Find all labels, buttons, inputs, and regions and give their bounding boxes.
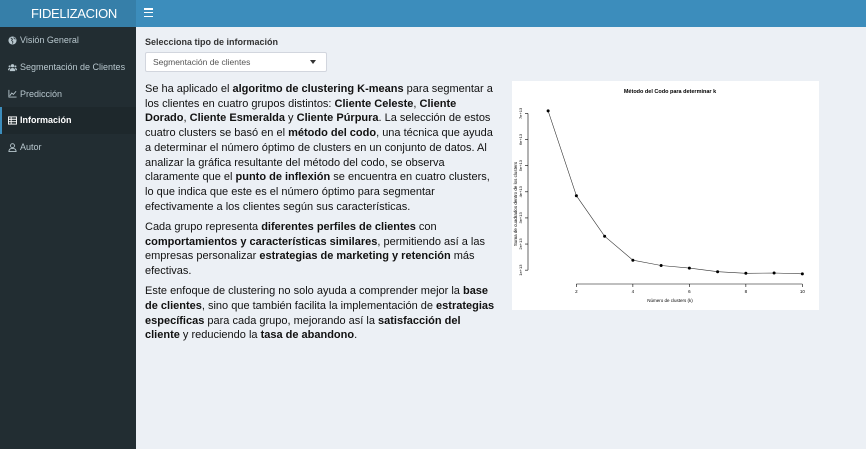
elbow-chart-svg: [512, 81, 819, 310]
sidebar-item-prediccion[interactable]: [0, 80, 136, 107]
paragraph-profiles: Cada grupo representa diferentes perfiles de clientes con comportamientos y características similares, permitiendo así a las empresas personalizar estrategias de marketing y retención más efectivas.: [145, 220, 485, 277]
x-tick-label: 8: [744, 289, 748, 294]
sidebar-item-label: Visión General: [20, 35, 79, 46]
sidebar-item-autor[interactable]: [0, 134, 136, 161]
data-point: [744, 272, 747, 275]
sidebar-item-segmentacion[interactable]: [0, 54, 136, 81]
chart-y-label: Suma de cuadrados dentro de los clusters: [513, 161, 518, 247]
data-point: [716, 270, 719, 273]
elbow-chart: [512, 81, 819, 310]
x-tick-label: 4: [631, 289, 635, 294]
sidebar-item-label: Predicción: [20, 88, 63, 99]
y-tick-label: 7e+13: [518, 107, 523, 120]
y-tick-label: 6e+13: [518, 133, 523, 146]
chart-title: Método del Codo para determinar k: [623, 89, 717, 95]
data-point: [773, 272, 776, 275]
paragraph-approach: Este enfoque de clustering no solo ayuda a comprender mejor la base de clientes, sino que también facilita la implementación de estrategias específicas para cada grupo, mejorando así la satisfacción del cliente y reduciendo la tasa de abandono.: [145, 285, 495, 342]
data-point: [547, 109, 550, 112]
data-point: [575, 194, 578, 197]
select-value: Segmentación de clientes: [153, 57, 251, 67]
sidebar-item-label: Información: [20, 115, 72, 126]
top-navbar: [136, 0, 866, 27]
series-line: [548, 111, 802, 274]
data-point: [603, 235, 606, 238]
users-icon: [7, 62, 17, 72]
sidebar-item-vision-general[interactable]: [0, 27, 136, 54]
sidebar-item-informacion[interactable]: [0, 107, 136, 134]
user-icon: [7, 142, 17, 152]
paragraph-kmeans: Se ha aplicado el algoritmo de clustering K-means para segmentar a los clientes en cuatro grupos distintos: Cliente Celeste, Cliente Dorado, Cliente Esmeralda y Cliente Púrpura. La selección de estos cuatro clusters se basó en el método del codo, una técnica que ayuda a determinar el número óptimo de clusters en un conjunto de datos. Al analizar la gráfica resultante del método del codo, se observa claramente que el punto de inflexión se encuentra en cuatro clusters, lo que indica que este es el número óptimo para segmentar efectivamente a los clientes según sus características.: [145, 83, 493, 213]
x-tick-label: 2: [575, 289, 578, 294]
y-tick-label: 1e+13: [518, 264, 523, 276]
sidebar-toggle-icon[interactable]: [144, 8, 153, 17]
sidebar-item-label: Segmentación de Clientes: [20, 62, 126, 73]
data-point: [631, 259, 634, 262]
sidebar-item-label: Autor: [20, 142, 42, 153]
y-tick-label: 2e+13: [518, 238, 523, 250]
data-point: [688, 267, 691, 270]
y-tick-label: 3e+13: [518, 212, 523, 224]
sidebar: [0, 27, 136, 449]
line-chart-icon: [7, 89, 17, 99]
caret-down-icon: [310, 60, 316, 64]
x-tick-label: 6: [688, 289, 691, 294]
table-icon: [7, 115, 17, 125]
select-label: Selecciona tipo de información: [145, 37, 279, 47]
info-text: [145, 82, 495, 348]
chart-x-label: Número de clusters (k): [647, 298, 693, 303]
x-tick-label: 10: [799, 289, 805, 294]
globe-icon: [7, 35, 17, 45]
y-tick-label: 4e+13: [518, 186, 523, 198]
main-content: [136, 27, 866, 449]
y-tick-label: 5e+13: [518, 160, 523, 172]
info-type-select[interactable]: [145, 52, 327, 72]
data-point: [660, 264, 663, 267]
app-logo[interactable]: FIDELIZACION: [0, 0, 136, 27]
data-point: [801, 272, 804, 275]
